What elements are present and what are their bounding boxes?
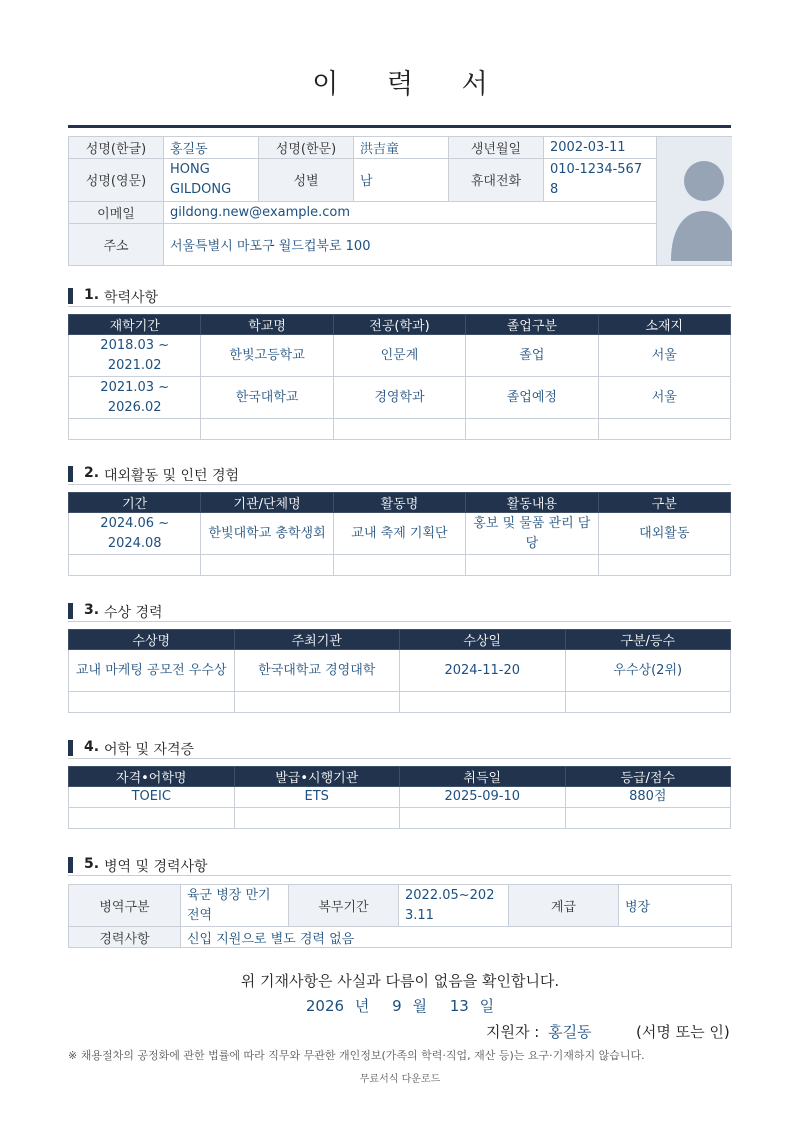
- header-rank: 구분/등수: [565, 630, 731, 650]
- cell-issuer: ETS: [234, 787, 400, 808]
- applicant-signature: [486, 1021, 730, 1042]
- photo-box: [657, 137, 732, 266]
- education-table: [68, 314, 731, 440]
- section-number: 1.: [84, 287, 100, 303]
- header-period: 기간: [69, 493, 201, 513]
- section-title: 수상 경력: [104, 605, 163, 621]
- cell-school: 한빛고등학교: [201, 335, 333, 377]
- birth-label: 생년월일: [449, 137, 544, 159]
- header-cert-name: 자격•어학명: [69, 767, 235, 787]
- header-issuer: 발급•시행기관: [234, 767, 400, 787]
- header-graduation: 졸업구분: [466, 315, 598, 335]
- section-marker: [68, 740, 73, 756]
- education-section-heading: [68, 287, 731, 307]
- section-number: 2.: [84, 465, 100, 481]
- applicant-name: 홍길동: [548, 1023, 592, 1041]
- table-row: [69, 335, 731, 377]
- header-period: 재학기간: [69, 315, 201, 335]
- name-hanja-value: 洪吉童: [354, 137, 449, 159]
- table-row: [69, 377, 731, 419]
- section-title: 어학 및 자격증: [104, 742, 195, 758]
- header-acquired: 취득일: [400, 767, 566, 787]
- empty-row: [69, 808, 731, 829]
- rank-value: 병장: [619, 885, 732, 927]
- cell-host: 한국대학교 경영대학: [234, 650, 400, 692]
- gender-value: 남: [354, 158, 449, 201]
- date-day-unit: 일: [479, 997, 495, 1015]
- section-marker: [68, 603, 73, 619]
- certs-section-heading: [68, 739, 731, 759]
- cell-major: 경영학과: [333, 377, 465, 419]
- cell-date: 2024-11-20: [400, 650, 566, 692]
- date-month-unit: 월: [412, 997, 427, 1015]
- header-date: 수상일: [400, 630, 566, 650]
- email-label: 이메일: [69, 202, 164, 224]
- activities-section-heading: [68, 465, 731, 485]
- table-row: [69, 787, 731, 808]
- career-value: 신입 지원으로 별도 경력 없음: [181, 927, 732, 948]
- military-table: [68, 884, 732, 948]
- activities-table: [68, 492, 731, 576]
- name-en-label: 성명(영문): [69, 158, 164, 201]
- empty-row: [69, 419, 731, 440]
- header-major: 전공(학과): [333, 315, 465, 335]
- person-silhouette-icon: [657, 137, 732, 261]
- date-year: 2026: [305, 997, 345, 1015]
- cell-activity: 교내 축제 기획단: [333, 513, 465, 555]
- service-period-label: 복무기간: [289, 885, 399, 927]
- confirmation-statement: 위 기재사항은 사실과 다름이 없음을 확인합니다.: [240, 972, 560, 990]
- cell-location: 서울: [598, 335, 730, 377]
- address-value: 서울특별시 마포구 월드컵북로 100: [164, 223, 657, 265]
- rank-label: 계급: [509, 885, 619, 927]
- header-activity: 활동명: [333, 493, 465, 513]
- gender-label: 성별: [259, 158, 354, 201]
- cell-period: 2018.03 ~ 2021.02: [69, 335, 201, 377]
- name-kr-value: 홍길동: [164, 137, 259, 159]
- table-row: [69, 650, 731, 692]
- footer-text: 무료서식 다운로드: [359, 1074, 441, 1085]
- address-label: 주소: [69, 223, 164, 265]
- applicant-label: 지원자 :: [486, 1023, 540, 1041]
- cell-award: 교내 마케팅 공모전 우수상: [69, 650, 235, 692]
- cell-score: 880점: [565, 787, 731, 808]
- header-details: 활동내용: [466, 493, 598, 513]
- military-type-value: 육군 병장 만기 전역: [181, 885, 289, 927]
- section-title: 병역 및 경력사항: [104, 859, 208, 875]
- email-value: gildong.new@example.com: [164, 202, 657, 224]
- phone-value: 010-1234-5678: [544, 158, 657, 201]
- cell-location: 서울: [598, 377, 730, 419]
- cell-details: 홍보 및 물품 관리 담당: [466, 513, 598, 555]
- cell-acquired: 2025-09-10: [400, 787, 566, 808]
- cell-organization: 한빛대학교 총학생회: [201, 513, 333, 555]
- cell-cert-name: TOEIC: [69, 787, 235, 808]
- name-hanja-label: 성명(한문): [259, 137, 354, 159]
- section-marker: [68, 288, 73, 304]
- service-period-value: 2022.05~2023.11: [399, 885, 509, 927]
- header-organization: 기관/단체명: [201, 493, 333, 513]
- personal-info-table: [68, 136, 732, 266]
- military-type-label: 병역구분: [69, 885, 181, 927]
- awards-section-heading: [68, 602, 731, 622]
- career-label: 경력사항: [69, 927, 181, 948]
- empty-row: [69, 555, 731, 576]
- date-year-unit: 년: [354, 997, 370, 1015]
- cell-major: 인문계: [333, 335, 465, 377]
- date-day: 13: [449, 997, 469, 1015]
- name-kr-label: 성명(한글): [69, 137, 164, 159]
- header-school: 학교명: [201, 315, 333, 335]
- section-title: 대외활동 및 인턴 경험: [104, 468, 240, 484]
- birth-value: 2002-03-11: [544, 137, 657, 159]
- date-month: 9: [392, 997, 402, 1015]
- title-divider: [68, 125, 731, 128]
- section-number: 3.: [84, 602, 100, 618]
- cell-category: 대외활동: [598, 513, 730, 555]
- cell-period: 2021.03 ~ 2026.02: [69, 377, 201, 419]
- phone-label: 휴대전화: [449, 158, 544, 201]
- cell-rank: 우수상(2위): [565, 650, 731, 692]
- header-score: 등급/점수: [565, 767, 731, 787]
- page-title: 이 력 서: [312, 69, 508, 100]
- signature-seal-label: (서명 또는 인): [636, 1023, 730, 1041]
- table-row: [69, 513, 731, 555]
- cell-period: 2024.06 ~ 2024.08: [69, 513, 201, 555]
- cell-school: 한국대학교: [201, 377, 333, 419]
- section-title: 학력사항: [104, 290, 159, 306]
- header-location: 소재지: [598, 315, 730, 335]
- name-en-value: HONG GILDONG: [164, 158, 259, 201]
- header-host: 주최기관: [234, 630, 400, 650]
- section-marker: [68, 466, 73, 482]
- header-award: 수상명: [69, 630, 235, 650]
- section-number: 5.: [84, 856, 100, 872]
- certs-table: [68, 766, 731, 829]
- military-section-heading: [68, 856, 731, 876]
- cell-graduation: 졸업: [466, 335, 598, 377]
- awards-table: [68, 629, 731, 713]
- empty-row: [69, 692, 731, 713]
- header-category: 구분: [598, 493, 730, 513]
- section-number: 4.: [84, 739, 100, 755]
- cell-graduation: 졸업예정: [466, 377, 598, 419]
- privacy-notice: ※ 채용절차의 공정화에 관한 법률에 따라 직무와 무관한 개인정보(가족의 학력·직업, 재산 등)는 요구·기재하지 않습니다.: [68, 1049, 645, 1062]
- section-marker: [68, 857, 73, 873]
- declaration-date: [0, 995, 800, 1016]
